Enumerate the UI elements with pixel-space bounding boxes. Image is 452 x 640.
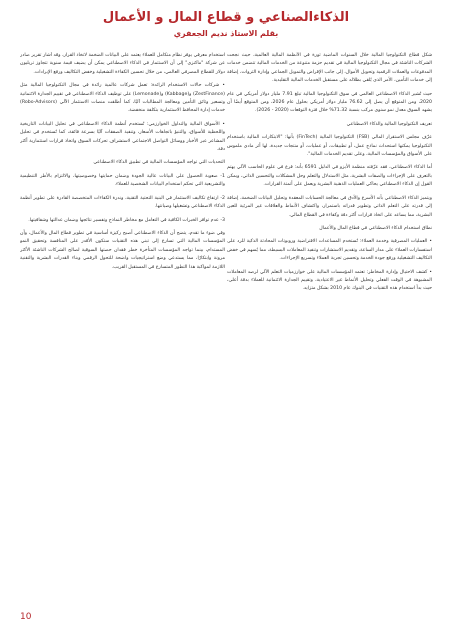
paragraph: عرّف مجلس الاستقرار المالي (FSB) التكنولوجيا المالية (FinTech) بأنها: "الابتكارات المالية باستخدام التكنولوجيا يمكنها استحداث نماذج عمل، أو تطبيقات، أو عمليات، أو منتجات جديدة، لها أثر مادي ملموس على الأسواق والمؤسسات المالية، وعلى تقديم الخدمات المالية". xyxy=(227,135,432,158)
page-number: 10 xyxy=(20,612,32,622)
article-author: بقلم الاستاذ نديم الجعفري xyxy=(173,29,279,38)
article-title: الذكاءالصناعي و قطاع المال و الأعمال xyxy=(102,10,350,25)
paragraph: • العمليات المصرفية وخدمة العملاء: تُستخدم المساعدات الافتراضية وروبوتات المحادثة الذكية للرد على استفسارات العملاء على مدار الساعة، وتقديم الاستشارات وتنفيذ المعاملات البسيطة، مما يُسهم في خفض التكاليف التشغيلية ورفع جودة الخدمة وتحسين تجربة العملاء وتسريع الإجراءات. xyxy=(227,239,432,262)
left-text-column xyxy=(20,52,225,612)
paragraph: تعريف التكنولوجيا المالية والذكاء الاصطناعي xyxy=(346,121,432,127)
paragraph: • الأسواق المالية والتداول الخوارزمي: تُستخدم أنظمة الذكاء الاصطناعي في تحليل البيانات التاريخية واللحظية للأسواق، والتنبؤ باتجاهات الأسعار، وتنفيذ الصفقات آليًا بسرعة فائقة، كما تُستخدم في تحليل المشاعر عبر الأخبار ووسائل التواصل الاجتماعي لاستشراف تحركات السوق واتخاذ قرارات استثمارية أكثر دقة. xyxy=(20,121,225,153)
paragraph: نطاق استخدام الذكاء الاصطناعي في قطاع المال والأعمال xyxy=(319,225,432,231)
paragraph: شكل قطاع التكنولوجيا المالية خلال السنوات الماضية ثورة في الأنظمة المالية العالمية، حيث نجحت الشركات الناشئة في مجال التكنولوجيا المالية في تقديم حزمة متنوعة من الخدمات المالية تتضمن خدمات المدفوعات والعملات الرقمية وتحويل الأموال، إلى جانب الإقراض والتمويل الجماعي وإدارة الثروات، إضافة إلى خدمات التأمين، الأمر الذي يُلقي بظلاله على مستقبل الخدمات المالية التقليدية. xyxy=(227,53,432,84)
paragraph: 2- ارتفاع تكاليف الاستثمار في البنية التحتية التقنية، وندرة الكفاءات المتخصصة القادرة على تطوير أنظمة الذكاء الاصطناعي وتشغيلها وصيانتها. xyxy=(20,195,225,210)
paragraph: 1- صعوبة الحصول على البيانات عالية الجودة وضمان حمايتها وخصوصيتها، والالتزام بالأطر التنظيمية والتشريعية التي تحكم استخدام البيانات الشخصية للعملاء. xyxy=(20,173,225,188)
paragraph: • كشف الاحتيال وإدارة المخاطر: تعتمد المؤسسات المالية على خوارزميات التعلم الآلي لرصد المعاملات المشبوهة في الوقت الفعلي وتحليل الأنماط غير الاعتيادية، وتقييم الجدارة الائتمانية للعملاء بدقة أعلى، حيث بدأ استخدام هذه التقنيات في البنوك عام 2010 بشكل متزايد. xyxy=(227,269,432,292)
paragraph: • شركات حالات الاستخدام الرائدة: تعمل شركات عالمية رائدة في مجال التكنولوجيا المالية مثل (ZestFinance) و(Kabbage) و(Lemonade) على توظيف الذكاء الاصطناعي في تقييم الجدارة الائتمانية وتسعير وثائق التأمين ومعالجة المطالبات آليًا، كما أطلقت منصات الاستثمار الآلي (Robo-Advisors) خدمات إدارة المحافظ الاستثمارية بتكلفة منخفضة. xyxy=(20,83,225,114)
paragraph: التحديات التي تواجه المؤسسات المالية في تطبيق الذكاء الاصطناعي xyxy=(93,160,225,166)
right-text-column xyxy=(227,52,432,612)
paragraph: أما الذكاء الاصطناعي، فقد عرّفته منظمة الأيزو في الدليل 6591 بأنه: فرع في علوم الحاسب الآلي يهتم بالتعرف على الإجراءات والصفات البشرية، مثل الاستدلال والتعلم وحل المشكلات والتحسين الذاتي، ويمكن القول إن الذكاء الاصطناعي يحاكي العمليات الذهنية البشرية ويعمل على أتمتة القرارات. xyxy=(227,165,432,188)
paragraph: استخدام معرفي يوفر نظام متكامل للعملاء يعتمد على البيانات الضخمة لاتخاذ القرار، وقد أشار تقرير صادر عن شركة "ماكنزي" إلى أن الاستثمار في الذكاء الاصطناعي يمكن أن يضيف قيمة سنوية تتجاوز تريليون دولار للقطاع المصرفي العالمي، من خلال تحسين الكفاءة التشغيلية وخفض التكاليف ورفع الإيرادات. xyxy=(20,53,225,75)
paragraph: 3- عدم توافر الخبرات الكافية في التعامل مع مخاطر النماذج وتفسير نتائجها وضمان عدالتها وشفافيتها. xyxy=(28,217,225,223)
paragraph: ويتميز الذكاء الاصطناعي بأنه الأسرع والأدق في معالجة الحسابات المعقدة وتحليل البيانات الضخمة، إضافة إلى قدرته على التعلم الذاتي وتطوير قدراته باستمرار، واكتشاف الأنماط والعلاقات غير المرئية للعين البشرية، مما يساعد على اتخاذ قرارات أكثر دقة وكفاءة في القطاع المالي. xyxy=(227,195,432,218)
paragraph: حيث تُشير الذكاء الاصطناعي العالمي في سوق التكنولوجيا المالية تبلغ 7.91 مليار دولار أمريكي في عام 2020، ومن المتوقع أن يصل إلى 76.62 مليار دولار أمريكي بحلول عام 2026، ومن المتوقع أيضًا أن يشهد السوق معدل نمو سنوي مركب بنسبة 71.32% خلال فترة التوقعات (2020 - 2026). xyxy=(227,91,432,114)
paragraph: وفي ضوء ما تقدم، يتضح أن الذكاء الاصطناعي أصبح ركيزة أساسية في تطوير قطاع المال والأعمال، وأن المؤسسات المالية التي تسارع إلى تبني هذه التقنيات ستكون الأقدر على المنافسة وتحقيق النمو المستدام، بينما تواجه المؤسسات المتأخرة خطر فقدان حصتها السوقية لصالح الشركات الناشئة الأكثر مرونة وابتكارًا، مما يستدعي وضع استراتيجيات واضحة للتحول الرقمي وبناء القدرات البشرية والتقنية اللازمة لمواكبة هذا التطور المتسارع في المستقبل القريب. xyxy=(20,230,225,270)
